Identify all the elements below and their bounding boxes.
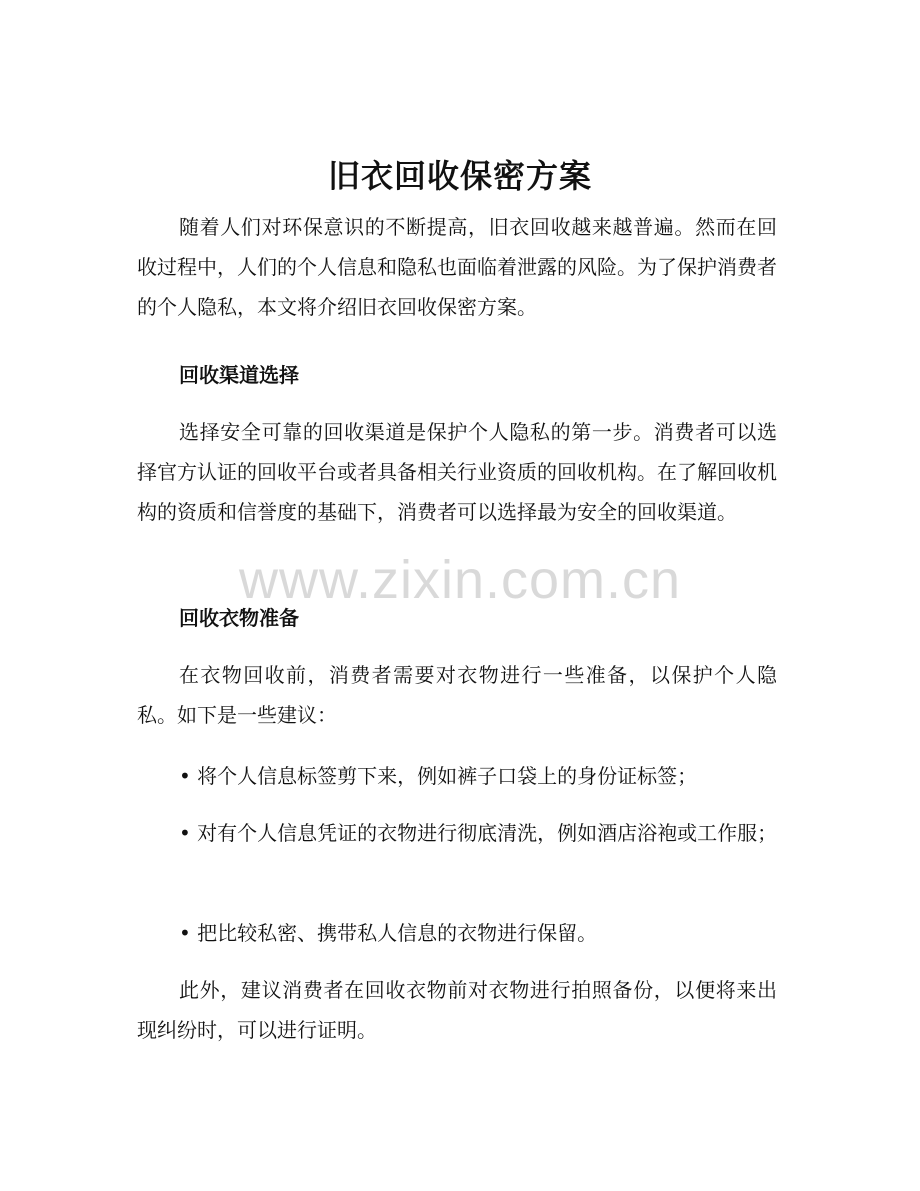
section-body-channel: 选择安全可靠的回收渠道是保护个人隐私的第一步。消费者可以选择官方认证的回收平台或者具备相关行业资质的回收机构。在了解回收机构的资质和信誉度的基础下，消费者可以选择最为安全的回收渠道。 (137, 420, 777, 524)
list-item: • 将个人信息标签剪下来，例如裤子口袋上的身份证标签； (179, 764, 698, 788)
watermark: www.zixin.com.cn (238, 550, 682, 610)
list-item: • 把比较私密、携带私人信息的衣物进行保留。 (179, 921, 598, 945)
intro-paragraph: 随着人们对环保意识的不断提高，旧衣回收越来越普遍。然而在回收过程中，人们的个人信息和隐私也面临着泄露的风险。为了保护消费者的个人隐私，本文将介绍旧衣回收保密方案。 (137, 215, 777, 319)
list-item: • 对有个人信息凭证的衣物进行彻底清洗，例如酒店浴袍或工作服； (179, 821, 778, 845)
document-title: 旧衣回收保密方案 (327, 157, 592, 195)
closing-paragraph: 此外，建议消费者在回收衣物前对衣物进行拍照备份，以便将来出现纠纷时，可以进行证明。 (137, 978, 777, 1042)
section-heading-preparation: 回收衣物准备 (179, 606, 299, 630)
section-body-preparation: 在衣物回收前，消费者需要对衣物进行一些准备，以保护个人隐私。如下是一些建议： (137, 663, 777, 727)
section-heading-channel: 回收渠道选择 (179, 363, 299, 387)
